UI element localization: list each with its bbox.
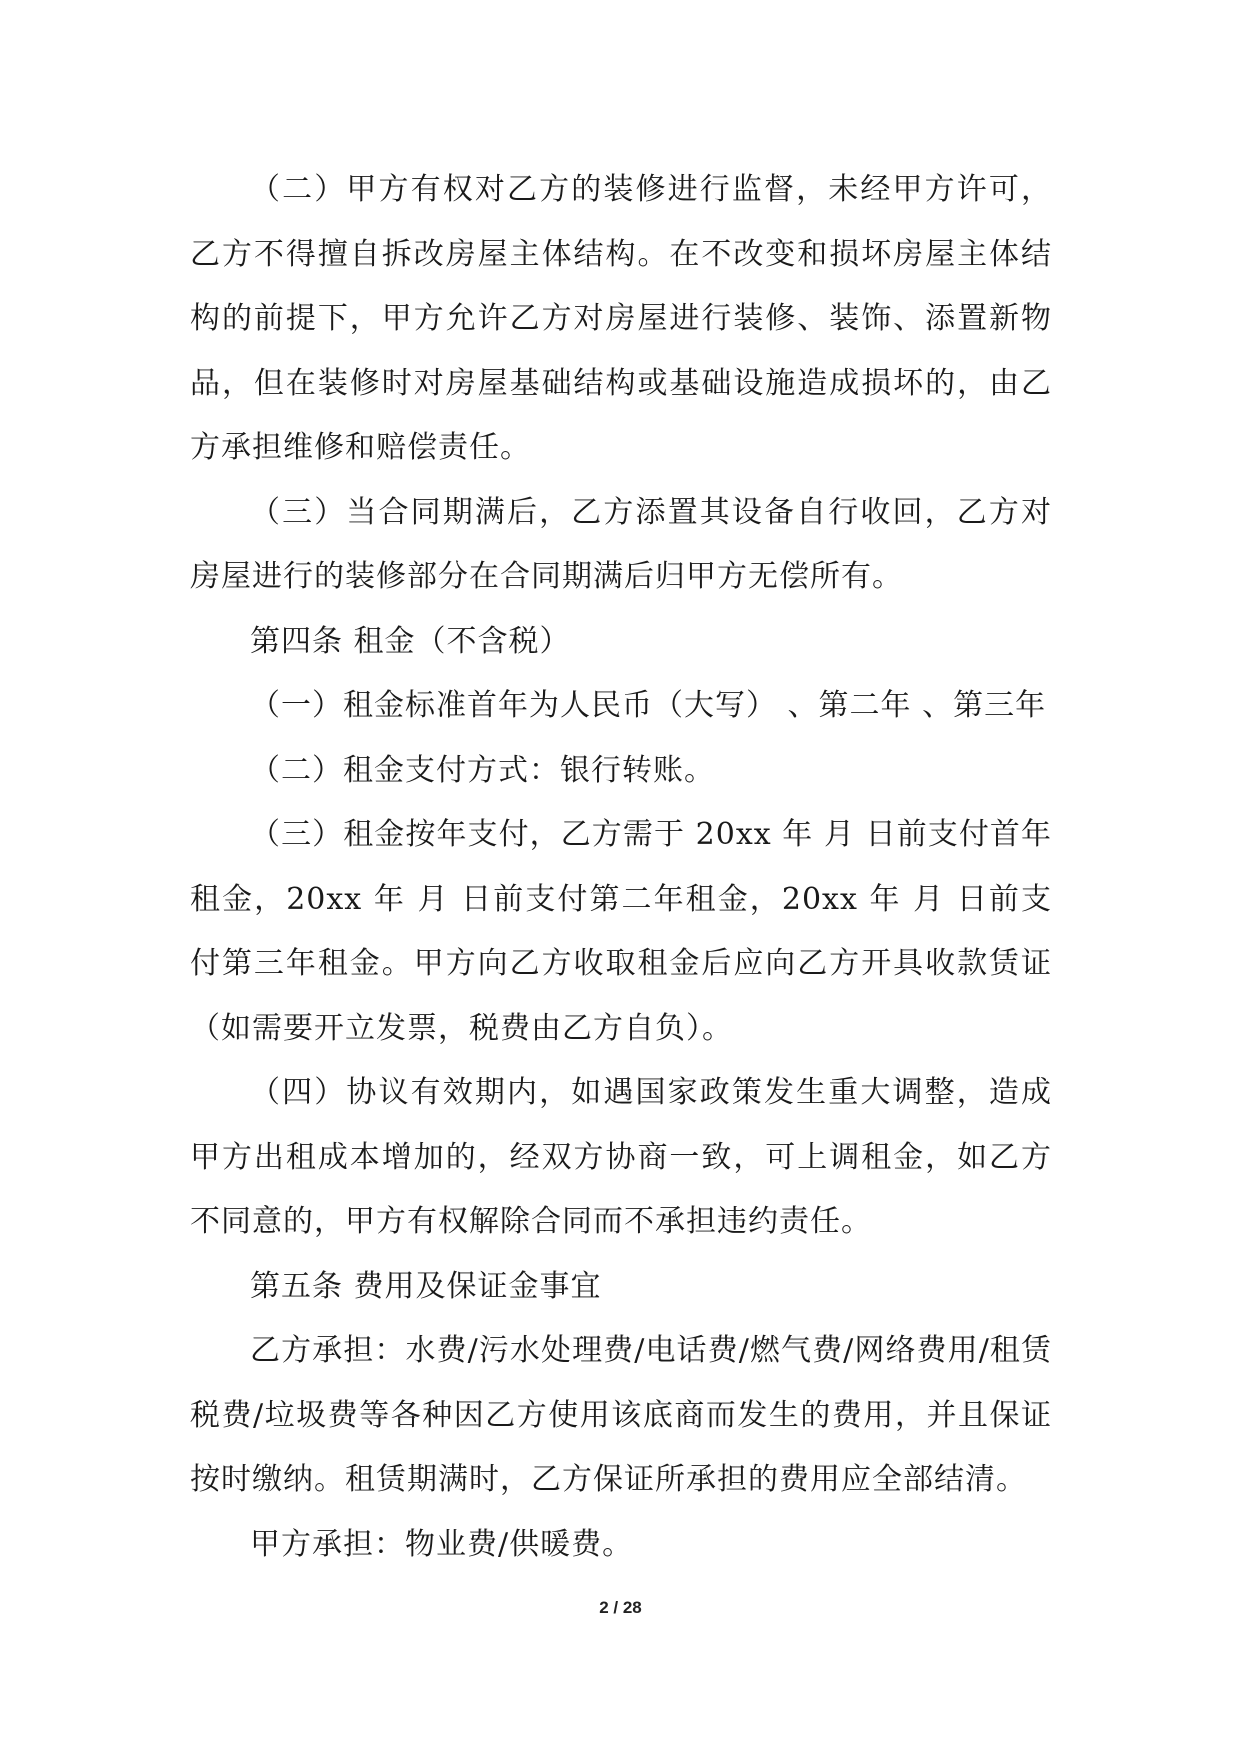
paragraph-annual-payment: （三）租金按年支付，乙方需于 20xx 年 月 日前支付首年租金，20xx 年 月 日前支付第二年租金，20xx 年 月 日前支付第三年租金。甲方向乙方收取租金后应向乙方开具收款赁证（如需要开立发票，税费由乙方自负）。 — [190, 817, 1052, 1046]
article-four-heading: 第四条 租金（不含税） — [250, 623, 571, 659]
document-body — [190, 158, 1052, 1577]
paragraph-rent-standard: （一）租金标准首年为人民币（大写） 、第二年 、第三年 — [250, 688, 1047, 723]
paragraph-policy-adjustment: （四）协议有效期内，如遇国家政策发生重大调整，造成甲方出租成本增加的，经双方协商一致，可上调租金，如乙方不同意的，甲方有权解除合同而不承担违约责任。 — [190, 1075, 1052, 1239]
paragraph-party-b-costs: 乙方承担：水费/污水处理费/电话费/燃气费/网络费用/租赁税费/垃圾费等各种因乙方使用该底商而发生的费用，并且保证按时缴纳。租赁期满时，乙方保证所承担的费用应全部结清。 — [190, 1333, 1052, 1497]
article-five-heading: 第五条 费用及保证金事宜 — [250, 1268, 602, 1304]
paragraph-party-a-costs: 甲方承担：物业费/供暖费。 — [250, 1526, 634, 1562]
page-number: 2 / 28 — [599, 1598, 642, 1617]
paragraph-equipment-recovery: （三）当合同期满后，乙方添置其设备自行收回，乙方对房屋进行的装修部分在合同期满后归甲方无偿所有。 — [190, 494, 1052, 594]
paragraph-payment-method: （二）租金支付方式：银行转账。 — [250, 752, 715, 788]
paragraph-decoration-supervision: （二）甲方有权对乙方的装修进行监督，未经甲方许可，乙方不得擅自拆改房屋主体结构。在不改变和损坏房屋主体结构的前提下，甲方允许乙方对房屋进行装修、装饰、添置新物品，但在装修时对房屋基础结构或基础设施造成损坏的，由乙方承担维修和赔偿责任。 — [190, 172, 1052, 465]
